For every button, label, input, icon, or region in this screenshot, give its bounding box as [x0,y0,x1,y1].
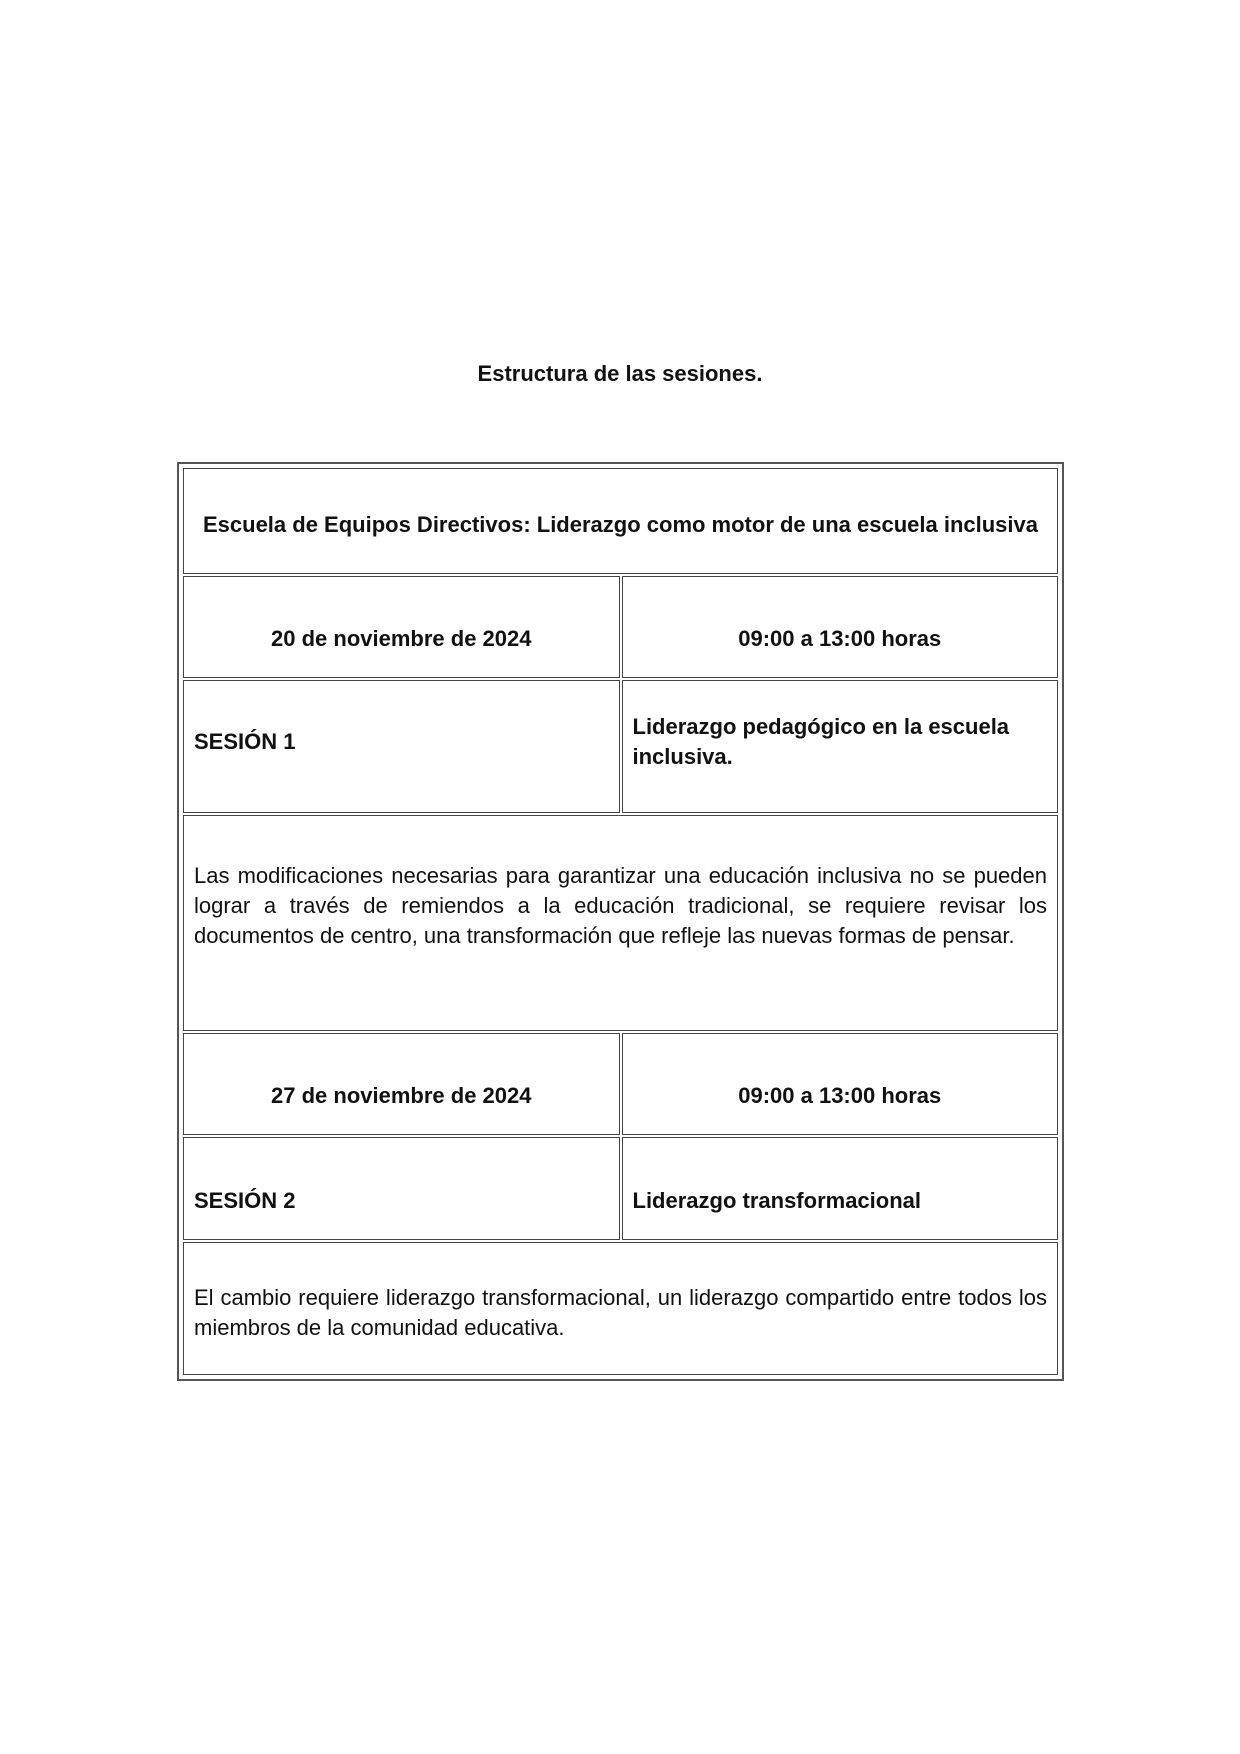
session-2-topic-cell [622,1137,1059,1240]
session-2-label-cell [183,1137,620,1240]
course-title-cell [183,468,1058,574]
session-2-date-row [183,1033,1058,1135]
session-1-description-cell [183,815,1058,1031]
session-1-date: 20 de noviembre de 2024 [271,626,532,651]
session-2-time: 09:00 a 13:00 horas [738,1083,942,1108]
session-1-description: Las modificaciones necesarias para garantizar una educación inclusiva no se pueden lograr a través de remiendos a la educación tradicional, se requiere revisar los documentos de centro, una transformación que refleje las nuevas formas de pensar. [194,863,1047,948]
session-2-description-cell [183,1242,1058,1375]
session-1-time: 09:00 a 13:00 horas [738,626,942,651]
session-1-label-cell [183,680,620,813]
session-2-topic-row [183,1137,1058,1240]
session-1-topic-cell [622,680,1059,813]
session-1-description-row [183,815,1058,1031]
table-title-row [183,468,1058,574]
session-2-time-cell [622,1033,1059,1135]
session-1-date-cell [183,576,620,678]
sessions-table [177,462,1064,1381]
page-title: Estructura de las sesiones. [477,361,763,386]
session-2-date-cell [183,1033,620,1135]
session-2-date: 27 de noviembre de 2024 [271,1083,532,1108]
session-1-topic: Liderazgo pedagógico en la escuela inclusiva. [632,713,1010,769]
session-1-topic-row [183,680,1058,813]
session-2-topic: Liderazgo transformacional [632,1187,922,1213]
session-2-description-row [183,1242,1058,1375]
course-title: Escuela de Equipos Directivos: Liderazgo como motor de una escuela inclusiva [202,511,1038,537]
session-2-label: SESIÓN 2 [194,1187,296,1213]
session-1-time-cell [622,576,1059,678]
session-1-date-row [183,576,1058,678]
session-2-description: El cambio requiere liderazgo transformacional, un liderazgo compartido entre todos los miembros de la comunidad educativa. [194,1285,1047,1340]
session-1-label: SESIÓN 1 [194,728,296,754]
